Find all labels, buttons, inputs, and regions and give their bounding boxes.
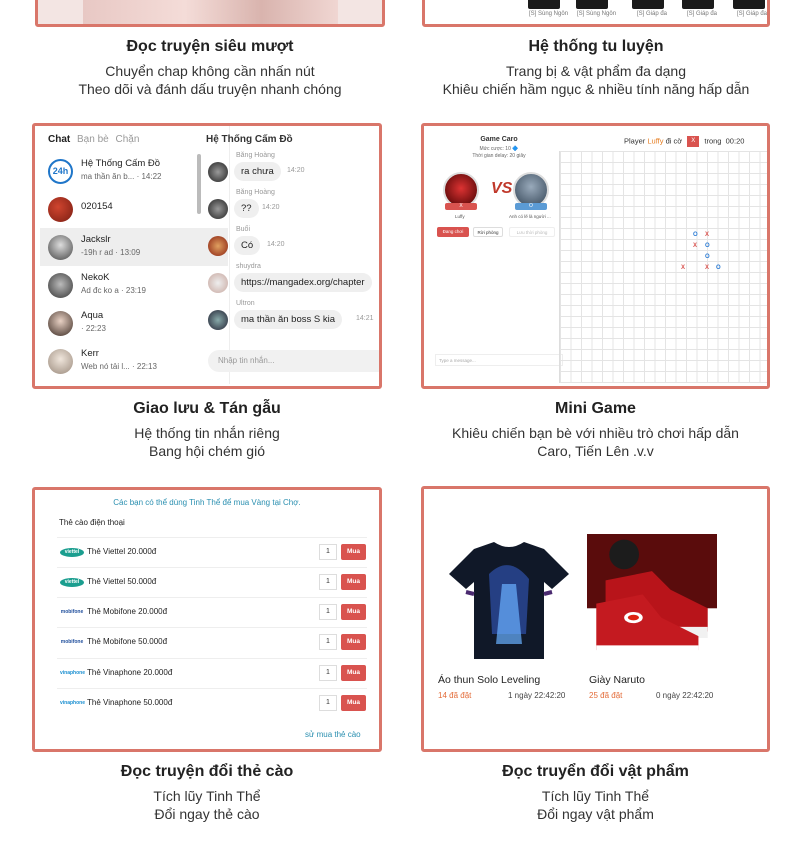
shop-row: [57, 567, 367, 597]
item-order-count: 25 đã đặt: [589, 691, 623, 700]
buy-button[interactable]: Mua: [341, 695, 366, 711]
game-sidebar: [429, 126, 559, 384]
message-link[interactable]: https://mangadex.org/chapter: [234, 273, 372, 292]
avatar: 24h: [48, 159, 73, 184]
message-time: 14:20: [267, 241, 285, 248]
vinaphone-logo-icon: vinaphone: [60, 670, 86, 676]
items-caption: [421, 763, 770, 823]
manga-page-image: [83, 0, 338, 24]
tab-chat[interactable]: Chat: [48, 134, 71, 145]
caption-line: Tích lũy Tinh Thể: [153, 788, 261, 804]
shop-row: [57, 658, 367, 688]
avatar: [208, 273, 228, 293]
quantity-input[interactable]: 1: [319, 634, 337, 650]
conversation-name: 020154: [81, 201, 113, 212]
caption-line: Hệ thống tin nhắn riêng: [134, 425, 280, 441]
avatar: [48, 273, 73, 298]
card-label: Thẻ Mobifone 20.000đ: [87, 607, 168, 616]
caption-line: Caro, Tiến Lên .v.v: [537, 443, 654, 459]
conversation-name: Aqua: [81, 310, 104, 321]
status-player: Luffy: [647, 136, 664, 146]
equipment-slot: [682, 0, 714, 9]
message-author: shuydra: [236, 263, 261, 270]
status-mark: X: [687, 136, 699, 147]
mobifone-logo-icon: mobifone: [60, 639, 84, 645]
game-delay: Thời gian delay: 20 giây: [472, 153, 526, 159]
status-mid: đi cờ: [665, 136, 683, 146]
conversation-name: Hệ Thống Cấm Đồ: [81, 158, 161, 169]
slot-label: [S] Sùng Ngôn: [577, 11, 617, 17]
cultivation-caption: [422, 38, 770, 98]
board-mark-o: O: [716, 265, 721, 271]
chat-tabs: [48, 134, 143, 145]
caption-line: Khiêu chiến hầm ngục & nhiều tính năng hấp dẫn: [442, 81, 750, 97]
player-mark-badge: X: [445, 203, 477, 210]
chat-room: [200, 126, 380, 386]
message-bubble: Có: [234, 236, 260, 255]
conversation-name: Jackslr: [81, 234, 111, 245]
conversation-preview: Ad đc ko a · 23:19: [81, 286, 146, 295]
quantity-input[interactable]: 1: [319, 544, 337, 560]
tab-blocked[interactable]: Chặn: [115, 134, 140, 145]
slot-label: [S] Giáp đa: [687, 11, 718, 17]
quantity-input[interactable]: 1: [319, 695, 337, 711]
message-input[interactable]: Nhập tin nhắn...: [208, 350, 382, 372]
item-name: Áo thun Solo Leveling: [438, 674, 541, 686]
slot-label: [S] Giáp đa: [737, 11, 768, 17]
card-label: Thẻ Viettel 20.000đ: [87, 547, 157, 556]
item-countdown: 0 ngày 22:42:20: [656, 691, 714, 700]
caption-line: Khiêu chiến bạn bè với nhiều trò chơi hấp dẫn: [452, 425, 739, 441]
conversation-preview: Web nó tải l... · 22:13: [81, 362, 157, 371]
game-title: Game Caro: [480, 136, 518, 143]
message-bubble: ra chưa: [234, 162, 281, 181]
caption-line: Tích lũy Tinh Thể: [541, 788, 650, 804]
caption-title: Đọc truyện siêu mượt: [126, 38, 294, 55]
versus-label: VS: [491, 180, 513, 197]
message-author: Ultron: [236, 300, 255, 307]
card-label: Thẻ Viettel 50.000đ: [87, 577, 157, 586]
game-bet: Mức cược: 10 🔷: [479, 146, 519, 152]
save-room-button[interactable]: Lưu thời phòng: [509, 227, 555, 237]
mobifone-logo-icon: mobifone: [60, 609, 84, 615]
caption-title: Đọc truyện đổi thẻ cào: [120, 763, 294, 780]
buy-button[interactable]: Mua: [341, 574, 366, 590]
message-author: Buổi: [236, 226, 251, 233]
chat-preview-card: [32, 123, 382, 389]
viettel-logo-icon: viettel: [60, 548, 84, 557]
player-mark-badge: O: [515, 203, 547, 210]
buy-button[interactable]: Mua: [341, 665, 366, 681]
playing-button[interactable]: Đang chơi: [437, 227, 469, 237]
shop-row: [57, 627, 367, 657]
item-exchange-card: [421, 486, 770, 752]
quantity-input[interactable]: 1: [319, 604, 337, 620]
avatar: [208, 236, 228, 256]
minigame-caption: [421, 400, 770, 460]
card-label: Thẻ Mobifone 50.000đ: [87, 637, 168, 646]
equipment-slot: [528, 0, 560, 9]
shop-row: [57, 688, 367, 718]
equipment-slot: [632, 0, 664, 9]
conversation-preview: · 22:23: [81, 324, 106, 333]
chat-message: [204, 300, 382, 336]
chat-message: [204, 226, 382, 262]
message-time: 14:21: [356, 315, 374, 322]
message-time: 14:20: [287, 167, 305, 174]
caro-board[interactable]: [559, 151, 769, 383]
caption-line: Bang hội chém gió: [149, 443, 265, 459]
board-mark-o: O: [705, 254, 710, 260]
item-name: Giày Naruto: [589, 674, 646, 686]
chat-message: [204, 263, 382, 299]
conversation-preview: ma thần ăn b... · 14:22: [81, 172, 162, 181]
buy-button[interactable]: Mua: [341, 544, 366, 560]
conversation-name: NekoK: [81, 272, 110, 283]
viettel-logo-icon: viettel: [60, 578, 84, 587]
tab-friends[interactable]: Bạn bè: [77, 134, 109, 145]
avatar: [208, 199, 228, 219]
purchase-history-link[interactable]: sử mua thẻ cào: [305, 730, 361, 739]
shop-heading: Thẻ cào điện thoại: [59, 518, 125, 527]
caption-line: Trang bị & vật phẩm đa dạng: [505, 63, 687, 79]
buy-button[interactable]: Mua: [341, 604, 366, 620]
chat-caption: [32, 400, 382, 460]
status-suffix: trong: [704, 136, 722, 146]
quantity-input[interactable]: 1: [319, 665, 337, 681]
shop-note: Các bạn có thể dùng Tinh Thể để mua Vàng tại Chợ.: [113, 498, 301, 507]
chat-message: [204, 152, 382, 188]
caption-title: Hệ thống tu luyện: [528, 38, 664, 55]
slot-label: [S] Giáp đa: [637, 11, 668, 17]
avatar: [48, 311, 73, 336]
turn-status: [624, 136, 744, 147]
vinaphone-logo-icon: vinaphone: [60, 700, 86, 706]
shop-row: [57, 597, 367, 627]
game-chat-input[interactable]: Type a message...: [435, 354, 563, 366]
board-mark-o: O: [705, 243, 710, 249]
minigame-preview-card: [421, 123, 770, 389]
chat-room-title: Hệ Thống Cấm Đồ: [206, 134, 293, 145]
item-countdown: 1 ngày 22:42:20: [508, 691, 566, 700]
message-author: Băng Hoàng: [236, 189, 275, 196]
leave-room-button[interactable]: Rời phòng: [473, 227, 503, 237]
shop-caption: [32, 763, 382, 823]
buy-button[interactable]: Mua: [341, 634, 366, 650]
quantity-input[interactable]: 1: [319, 574, 337, 590]
slot-label: [S] Sùng Ngôn: [529, 11, 569, 17]
tshirt-image[interactable]: [444, 534, 574, 664]
chat-message: [204, 189, 382, 225]
caption-title: Giao lưu & Tán gẫu: [133, 400, 281, 417]
player-name: Anh có lẽ là người ...: [509, 214, 551, 219]
caption-title: Mini Game: [555, 400, 636, 417]
equipment-slot: [733, 0, 765, 9]
card-label: Thẻ Vinaphone 50.000đ: [87, 698, 173, 707]
caption-line: Đổi ngay thẻ cào: [154, 806, 260, 822]
phone-card-shop-card: [32, 487, 382, 752]
reader-preview-card: [35, 0, 385, 27]
message-bubble: ??: [234, 199, 259, 218]
caption-line: Theo dõi và đánh dấu truyện nhanh chóng: [78, 81, 342, 97]
shop-row: [57, 537, 367, 567]
avatar: [208, 162, 228, 182]
avatar: [48, 197, 73, 222]
message-time: 14:20: [262, 204, 280, 211]
turn-timer: 00:20: [725, 136, 745, 146]
board-mark-x: X: [705, 265, 710, 271]
cultivation-preview-card: [422, 0, 770, 27]
item-order-count: 14 đã đặt: [438, 691, 472, 700]
avatar: [48, 349, 73, 374]
caption-line: Đổi ngay vật phẩm: [537, 806, 654, 822]
avatar: [48, 235, 73, 260]
caption-line: Chuyển chap không cần nhấn nút: [105, 63, 315, 79]
card-label: Thẻ Vinaphone 20.000đ: [87, 668, 173, 677]
conversation-name: Kerr: [81, 348, 99, 359]
message-bubble: ma thần ăn boss S kia: [234, 310, 342, 329]
avatar: [208, 310, 228, 330]
board-mark-x: X: [693, 243, 698, 249]
equipment-slot: [576, 0, 608, 9]
conversation-preview: -19h r ad · 13:09: [81, 248, 141, 257]
reader-caption: [35, 38, 385, 98]
status-prefix: Player: [624, 136, 646, 146]
message-author: Băng Hoàng: [236, 152, 275, 159]
board-mark-o: O: [693, 232, 698, 238]
board-mark-x: X: [681, 265, 686, 271]
naruto-shoes-image[interactable]: [587, 534, 717, 664]
caption-title: Đọc truyển đổi vật phẩm: [502, 763, 689, 780]
player-name: Luffy: [455, 214, 465, 219]
board-mark-x: X: [705, 232, 710, 238]
